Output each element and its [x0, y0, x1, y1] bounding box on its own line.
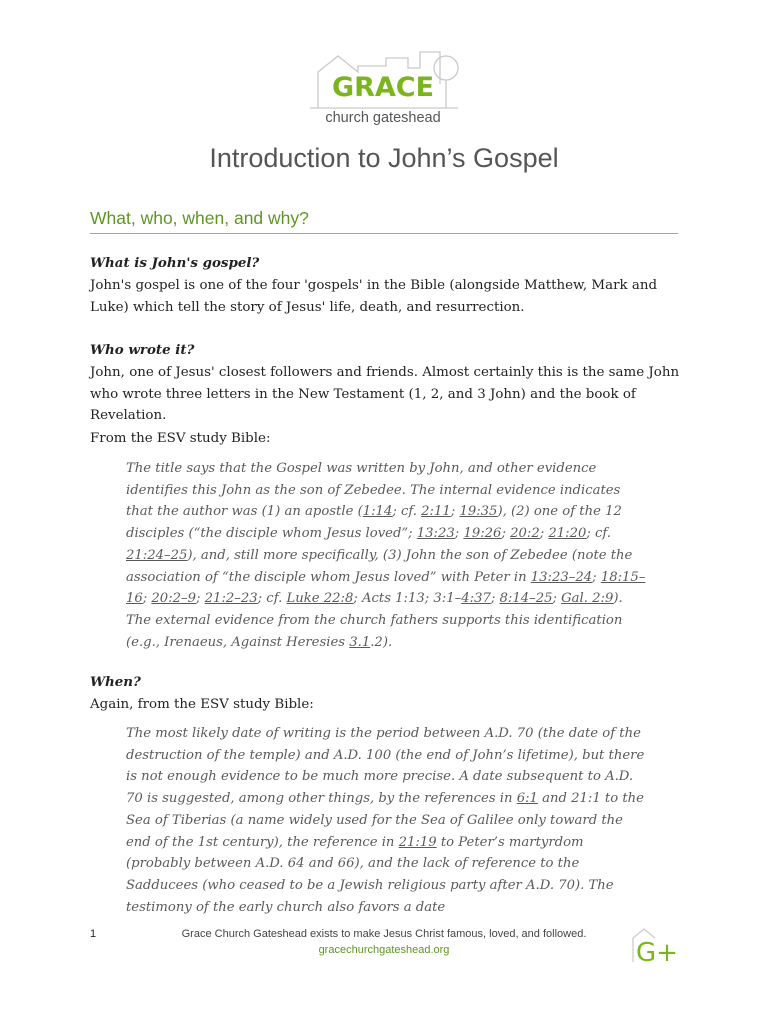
- scripture-ref[interactable]: 13:23–24: [530, 569, 593, 585]
- quote-text: ), (2) one of the 12 disciples (“the disciple whom Jesus loved”;: [126, 504, 622, 542]
- scripture-ref[interactable]: 2:11: [421, 504, 451, 520]
- scripture-ref[interactable]: 6:1: [516, 791, 538, 807]
- quote-text: ;: [592, 569, 601, 585]
- q1-answer: John's gospel is one of the four 'gospels' in the Bible (alongside Matthew, Mark and Luke) which tell the story of Jesus' life, death, and resurrection.: [90, 277, 658, 315]
- q2-answer: John, one of Jesus' closest followers and friends. Almost certainly this is the same John who wrote three letters in the New Testament (1, 2, and 3 John) and the book of Revelation.: [90, 364, 680, 424]
- q2-block: [90, 340, 680, 427]
- quote-text: ;: [450, 504, 460, 520]
- scripture-ref[interactable]: 21:19: [398, 834, 437, 850]
- scripture-ref[interactable]: 18:15–16: [126, 569, 646, 607]
- page-title: Introduction to John’s Gospel: [209, 143, 559, 173]
- quote-text: ), and, still more specifically, (3) John the son of Zebedee (note the association of “the disciple whom Jesus loved” with Peter in: [126, 547, 633, 585]
- q1-question: What is John's gospel?: [90, 255, 260, 271]
- scripture-ref[interactable]: 21:24–25: [126, 547, 188, 563]
- quote-text: ;: [501, 526, 511, 542]
- scripture-ref[interactable]: 21:20: [548, 526, 587, 542]
- quote-text: The most likely date of writing is the period between A.D. 70 (the date of the destruction of the temple) and A.D. 100 (the end of John’s lifetime), but there is not enough evidence to be much more precise. A date subsequent to A.D. 70 is suggested, among other things, by the references in: [126, 726, 645, 807]
- q3-answer: Again, from the ESV study Bible:: [90, 696, 314, 712]
- quote-text: and 21:1 to the Sea of Tiberias (a name widely used for the Sea of Galilee only toward the end of the 1st century), the reference in: [126, 791, 644, 850]
- quote-text: ; Acts 1:13; 3:1–: [353, 591, 462, 607]
- quote-text: ; cf.: [257, 591, 287, 607]
- scripture-ref[interactable]: 3.1: [349, 634, 371, 650]
- scripture-ref[interactable]: 19:26: [463, 526, 502, 542]
- footer-logo-mark: G+: [636, 938, 678, 966]
- esv-quote-authorship: [126, 458, 646, 653]
- section-heading: What, who, when, and why?: [90, 208, 678, 234]
- esv-intro: From the ESV study Bible:: [90, 431, 271, 446]
- page-number: 1: [90, 928, 97, 940]
- scripture-ref[interactable]: 21:2–23: [204, 591, 258, 607]
- scripture-ref[interactable]: 20:2: [510, 526, 540, 542]
- q2-question: Who wrote it?: [90, 342, 195, 358]
- quote-text: ;: [196, 591, 205, 607]
- q3-block: [90, 672, 680, 716]
- quote-text: ;: [454, 526, 464, 542]
- quote-text: ;: [539, 526, 549, 542]
- logo-wordmark: GRACE: [331, 72, 435, 103]
- quote-text: The title says that the Gospel was written by John, and other evidence identifies this John as the son of Zebedee. The internal evidence indicates that the author was (1) an apostle (: [126, 461, 621, 520]
- scripture-ref[interactable]: 8:14–25: [499, 591, 553, 607]
- quote-text: to Peter’s martyrdom (probably between A.D. 64 and 66), and the lack of reference to the Sadducees (who ceased to be a Jewish religious party after A.D. 70). The testimony of the early church also favors a date: [126, 834, 614, 915]
- scripture-ref[interactable]: Gal. 2:9: [561, 591, 614, 607]
- church-logo: [308, 44, 460, 134]
- scripture-ref[interactable]: 13:23: [416, 526, 455, 542]
- scripture-ref[interactable]: Luke 22:8: [286, 591, 354, 607]
- footer-url-link[interactable]: gracechurchgateshead.org: [318, 944, 450, 956]
- scripture-ref[interactable]: 19:35: [459, 504, 498, 520]
- esv-quote-date: [126, 723, 646, 918]
- scripture-ref[interactable]: 4:37: [461, 591, 491, 607]
- quote-text: ; cf.: [586, 526, 611, 542]
- quote-text: ;: [552, 591, 562, 607]
- logo-subtitle: church gateshead: [325, 110, 441, 126]
- quote-text: ;: [142, 591, 152, 607]
- quote-text: .2).: [370, 634, 393, 650]
- scripture-ref[interactable]: 20:2–9: [151, 591, 197, 607]
- footer-logo-icon: [630, 926, 680, 966]
- scripture-ref[interactable]: 1:14: [362, 504, 393, 520]
- q3-question: When?: [90, 674, 141, 690]
- footer-tagline: Grace Church Gateshead exists to make Jesus Christ famous, loved, and followed.: [181, 928, 587, 940]
- quote-text: ; cf.: [392, 504, 422, 520]
- quote-text: ). The external evidence from the church fathers supports this identification (e.g., Irenaeus, Against Heresies: [126, 591, 623, 650]
- quote-text: ;: [490, 591, 500, 607]
- q1-block: [90, 253, 680, 318]
